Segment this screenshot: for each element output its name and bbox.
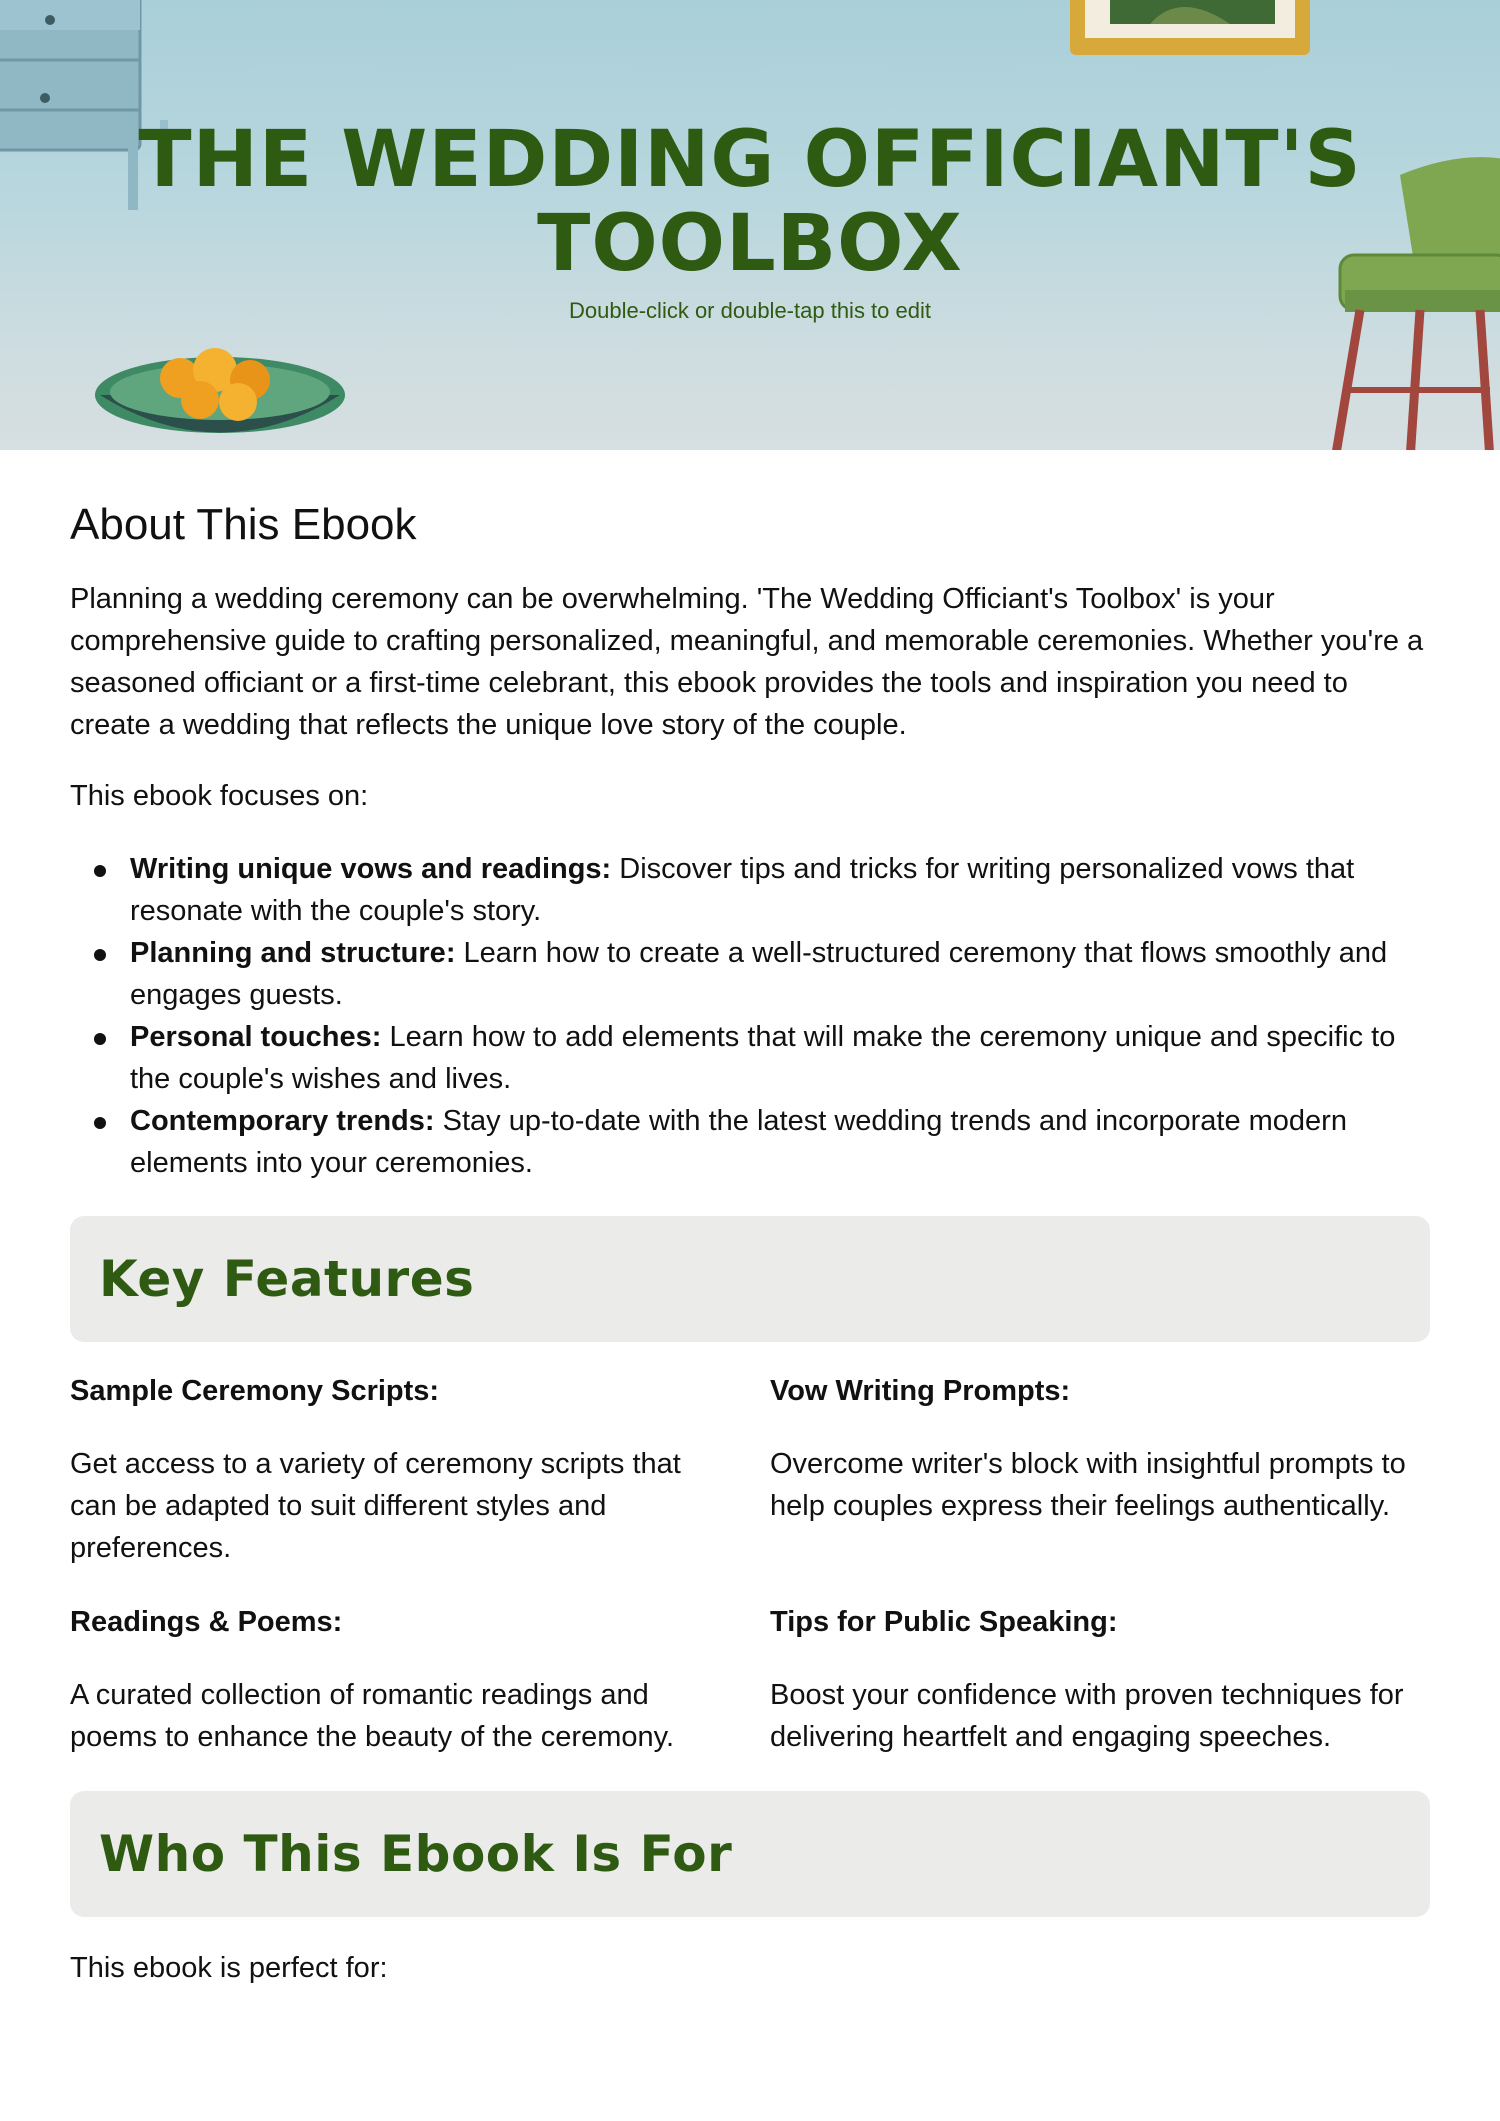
feature-title: Sample Ceremony Scripts: <box>70 1375 440 1407</box>
main-content <box>70 490 1430 1989</box>
key-features-heading: Key Features <box>99 1250 475 1308</box>
about-intro: Planning a wedding ceremony can be overwhelming. 'The Wedding Officiant's Toolbox' is your comprehensive guide to crafting personalized, meaningful, and memorable ceremonies. Whether you're a seasoned officiant or a first-time celebrant, this ebook provides the tools and inspiration you need to create a wedding that reflects the unique love story of the couple. <box>70 583 1424 741</box>
focus-item-text: Discover tips and tricks for writing personalized vows that resonate with the couple's story. <box>130 853 1355 927</box>
feature-readings-poems <box>70 1601 730 1758</box>
about-section <box>70 490 1430 1184</box>
key-features-section <box>70 1216 1430 1758</box>
bullet-icon <box>94 865 106 877</box>
focus-item-term: Personal touches: <box>130 1021 382 1053</box>
feature-title: Vow Writing Prompts: <box>770 1375 1071 1407</box>
about-heading: About This Ebook <box>70 500 417 549</box>
feature-sample-scripts <box>70 1370 730 1569</box>
feature-desc: Get access to a variety of ceremony scripts that can be adapted to suit different styles and preferences. <box>70 1448 681 1564</box>
feature-title: Tips for Public Speaking: <box>770 1606 1118 1638</box>
feature-desc: Overcome writer's block with insightful prompts to help couples express their feelings authentically. <box>770 1448 1406 1522</box>
focus-list <box>70 848 1430 1184</box>
focus-lead: This ebook focuses on: <box>70 780 369 812</box>
feature-title: Readings & Poems: <box>70 1606 343 1638</box>
list-item <box>70 932 1430 1016</box>
who-header <box>70 1791 1430 1917</box>
features-grid <box>70 1370 1430 1758</box>
hero-banner <box>0 0 1500 450</box>
bullet-icon <box>94 1033 106 1045</box>
who-lead: This ebook is perfect for: <box>70 1952 388 1984</box>
edit-hint[interactable]: Double-click or double-tap this to edit <box>569 298 931 323</box>
feature-desc: A curated collection of romantic readings and poems to enhance the beauty of the ceremony. <box>70 1679 675 1753</box>
bullet-icon <box>94 949 106 961</box>
picture-frame-illustration <box>1070 0 1310 55</box>
list-item <box>70 848 1430 932</box>
who-heading: Who This Ebook Is For <box>99 1825 733 1883</box>
focus-item-term: Contemporary trends: <box>130 1105 435 1137</box>
feature-desc: Boost your confidence with proven techniques for delivering heartfelt and engaging speeches. <box>770 1679 1404 1753</box>
feature-vow-prompts <box>770 1370 1430 1569</box>
focus-item-text: Learn how to add elements that will make the ceremony unique and specific to the couple's wishes and lives. <box>130 1021 1396 1095</box>
focus-item-text: Learn how to create a well-structured ceremony that flows smoothly and engages guests. <box>130 937 1388 1011</box>
focus-item-term: Writing unique vows and readings: <box>130 853 612 885</box>
bullet-icon <box>94 1117 106 1129</box>
focus-item-text: Stay up-to-date with the latest wedding trends and incorporate modern elements into your ceremonies. <box>130 1105 1347 1179</box>
ebook-title <box>0 115 1500 289</box>
fruit-bowl-illustration <box>95 348 345 433</box>
key-features-header <box>70 1216 1430 1342</box>
feature-public-speaking <box>770 1601 1430 1758</box>
who-section <box>70 1791 1430 1989</box>
list-item <box>70 1100 1430 1184</box>
list-item <box>70 1016 1430 1100</box>
ebook-title-text: THE WEDDING OFFICIANT'S TOOLBOX <box>138 115 1362 289</box>
focus-item-term: Planning and structure: <box>130 937 456 969</box>
